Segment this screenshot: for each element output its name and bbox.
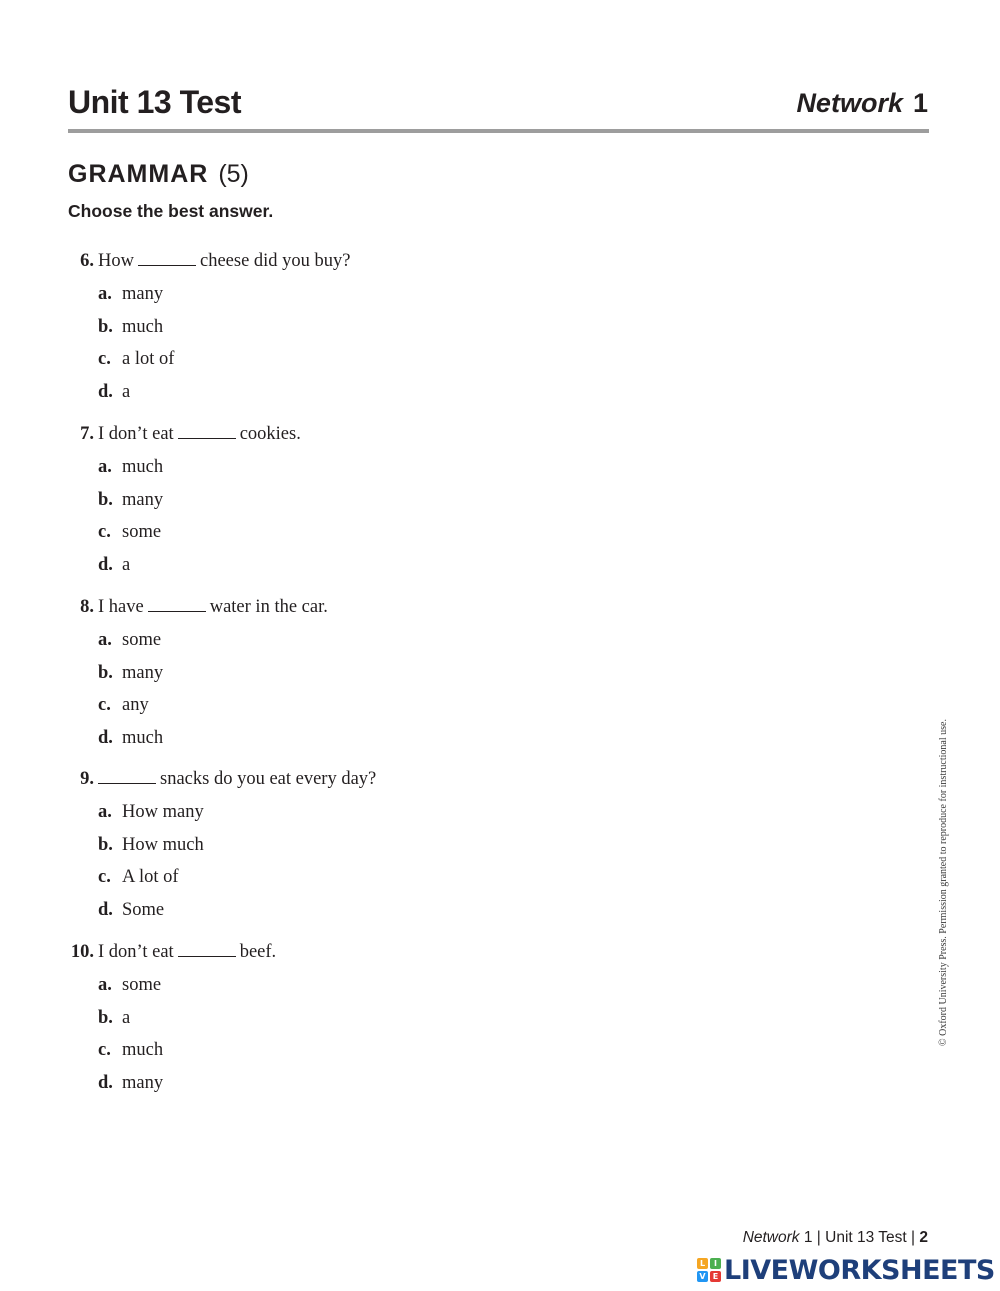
option-text: a — [122, 554, 131, 575]
option-text: some — [122, 630, 162, 650]
answer-blank[interactable] — [178, 941, 236, 957]
stem-text-after: water in the car. — [209, 597, 328, 617]
header-divider — [68, 129, 929, 133]
option-text: Some — [122, 899, 165, 920]
answer-option[interactable] — [98, 628, 161, 652]
option-text: A lot of — [122, 867, 179, 887]
logo-grid-icon — [697, 1258, 721, 1282]
answer-option[interactable] — [98, 553, 130, 577]
option-letter: b. — [98, 834, 113, 855]
page-number: 2 — [919, 1229, 928, 1246]
answer-option[interactable] — [98, 973, 161, 997]
answer-option[interactable] — [98, 380, 130, 404]
answer-blank[interactable] — [178, 423, 236, 439]
answer-blank[interactable] — [98, 768, 156, 784]
option-text: How many — [122, 802, 204, 822]
stem-text-before: I don’t eat — [98, 424, 174, 444]
option-text: many — [122, 662, 164, 683]
answer-option[interactable] — [98, 800, 204, 824]
answer-option[interactable] — [98, 833, 204, 857]
option-letter: d. — [98, 554, 113, 575]
copyright-note: © Oxford University Press. Permission granted to reproduce for instructional use. — [938, 719, 949, 1046]
section-heading — [68, 160, 249, 189]
brand-title — [796, 88, 928, 119]
footer-brand-number: 1 — [803, 1229, 813, 1246]
answer-option[interactable] — [98, 693, 149, 717]
option-letter: b. — [98, 316, 113, 337]
option-letter: a. — [98, 975, 112, 995]
option-letter: d. — [98, 727, 113, 748]
logo-tile: E — [710, 1271, 721, 1282]
answer-option[interactable] — [98, 347, 174, 371]
answer-blank[interactable] — [148, 596, 206, 612]
question-number: 9. — [80, 769, 94, 789]
option-letter: c. — [98, 522, 111, 542]
option-text: much — [122, 1040, 164, 1060]
answer-option[interactable] — [98, 865, 179, 889]
logo-tile: I — [710, 1258, 721, 1269]
stem-text-after: cheese did you buy? — [199, 251, 351, 271]
answer-option[interactable] — [98, 315, 163, 339]
option-letter: b. — [98, 489, 113, 510]
option-text: a — [122, 381, 131, 402]
answer-option[interactable] — [98, 282, 163, 306]
question-number: 10. — [70, 942, 94, 962]
option-text: a — [122, 1007, 131, 1028]
answer-option[interactable] — [98, 1006, 130, 1030]
option-text: much — [122, 457, 164, 477]
stem-text-after: beef. — [239, 942, 277, 962]
option-text: much — [122, 727, 164, 748]
option-letter: d. — [98, 1072, 113, 1093]
section-name: GRAMMAR — [68, 160, 209, 188]
option-text: much — [122, 316, 164, 337]
answer-option[interactable] — [98, 726, 163, 750]
option-letter: a. — [98, 802, 112, 822]
page-footer — [743, 1229, 928, 1247]
brand-number: 1 — [912, 88, 928, 118]
answer-blank[interactable] — [138, 250, 196, 266]
option-text: How much — [122, 834, 204, 855]
brand-name: Network — [796, 88, 903, 118]
option-letter: c. — [98, 1040, 111, 1060]
instructions: Choose the best answer. — [68, 201, 274, 221]
option-letter: c. — [98, 867, 111, 887]
option-letter: c. — [98, 695, 111, 715]
page-title: Unit 13 Test — [68, 84, 241, 120]
logo-text: LIVEWORKSHEETS — [724, 1254, 995, 1286]
footer-brand-name: Network — [742, 1229, 800, 1246]
stem-text-after: snacks do you eat every day? — [160, 769, 377, 789]
answer-option[interactable] — [98, 661, 163, 685]
answer-option[interactable] — [98, 1038, 163, 1062]
stem-text-after: cookies. — [239, 424, 301, 444]
option-letter: b. — [98, 1007, 113, 1028]
stem-text-before: I have — [98, 597, 144, 617]
question-number: 8. — [80, 597, 94, 617]
option-text: some — [122, 522, 162, 542]
option-letter: c. — [98, 349, 111, 369]
option-text: many — [122, 284, 164, 304]
question-number: 6. — [80, 251, 94, 271]
option-letter: a. — [98, 284, 112, 304]
option-letter: d. — [98, 899, 113, 920]
answer-option[interactable] — [98, 455, 163, 479]
option-text: a lot of — [122, 349, 175, 369]
option-text: any — [122, 695, 149, 715]
answer-option[interactable] — [98, 898, 164, 922]
section-points: (5) — [218, 160, 249, 188]
footer-unit: Unit 13 Test — [825, 1229, 907, 1246]
answer-option[interactable] — [98, 520, 161, 544]
option-letter: b. — [98, 662, 113, 683]
stem-text-before: I don’t eat — [98, 942, 174, 962]
footer-separator: | — [911, 1229, 916, 1246]
option-letter: a. — [98, 630, 112, 650]
answer-option[interactable] — [98, 488, 163, 512]
option-text: many — [122, 489, 164, 510]
liveworksheets-logo — [697, 1255, 995, 1285]
logo-tile: L — [697, 1258, 708, 1269]
stem-text-before: How — [98, 251, 134, 271]
logo-tile: V — [697, 1271, 708, 1282]
question-number: 7. — [80, 424, 94, 444]
option-text: many — [122, 1072, 164, 1093]
answer-option[interactable] — [98, 1071, 163, 1095]
option-text: some — [122, 975, 162, 995]
footer-separator: | — [816, 1229, 821, 1246]
option-letter: a. — [98, 457, 112, 477]
option-letter: d. — [98, 381, 113, 402]
